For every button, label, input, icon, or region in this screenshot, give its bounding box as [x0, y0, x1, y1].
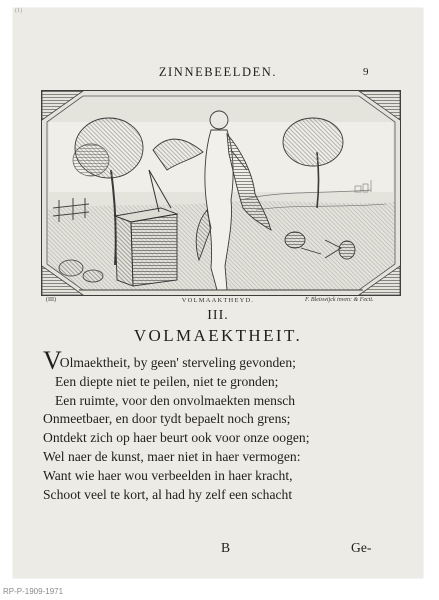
poem-line: Want wie haer wou verbeelden in haer kracht,	[43, 467, 293, 483]
emblem-title: VOLMAEKTHEIT.	[133, 326, 303, 345]
book-page	[13, 8, 423, 578]
poem-first-line-text: Olmaektheit, by geen' sterveling gevonden;	[59, 355, 296, 370]
plate-title: VOLMAAKTHEYD.	[181, 297, 255, 304]
poem-initial-letter: V	[43, 346, 62, 375]
poem-line: Een diepte niet te peilen, niet te gronden;	[55, 373, 279, 389]
poem-line: Schoot veel te kort, al had hy zelf een schacht	[43, 486, 293, 502]
running-title: ZINNEBEELDEN.	[158, 65, 278, 79]
emblem-number: III.	[207, 308, 229, 323]
stone-pedestal	[115, 208, 177, 286]
plate-number: (III)	[46, 297, 56, 303]
catchword: Ge-	[351, 540, 372, 555]
plate-artist-credit: F. Bleiswijck inven: & Fecit.	[305, 297, 374, 303]
poem-line: Een ruimte, voor den onvolmaekten mensch	[55, 392, 296, 408]
page-number: 9	[363, 66, 369, 78]
poem-line: Ontdekt zich op haer beurt ook voor onze oogen;	[43, 430, 310, 446]
poem-line: Onmeetbaer, en door tydt bepaelt noch grens;	[43, 411, 291, 427]
poem	[43, 346, 403, 504]
corner-mark: (1)	[15, 8, 22, 14]
inventory-number: RP-P-1909-1971	[3, 587, 64, 596]
poem-line	[43, 346, 403, 375]
poem-line: Wel naer de kunst, maer niet in haer vermogen:	[43, 448, 301, 464]
engraving-illustration	[41, 90, 401, 296]
engraved-plate	[41, 90, 401, 296]
signature-mark: B	[221, 540, 231, 555]
